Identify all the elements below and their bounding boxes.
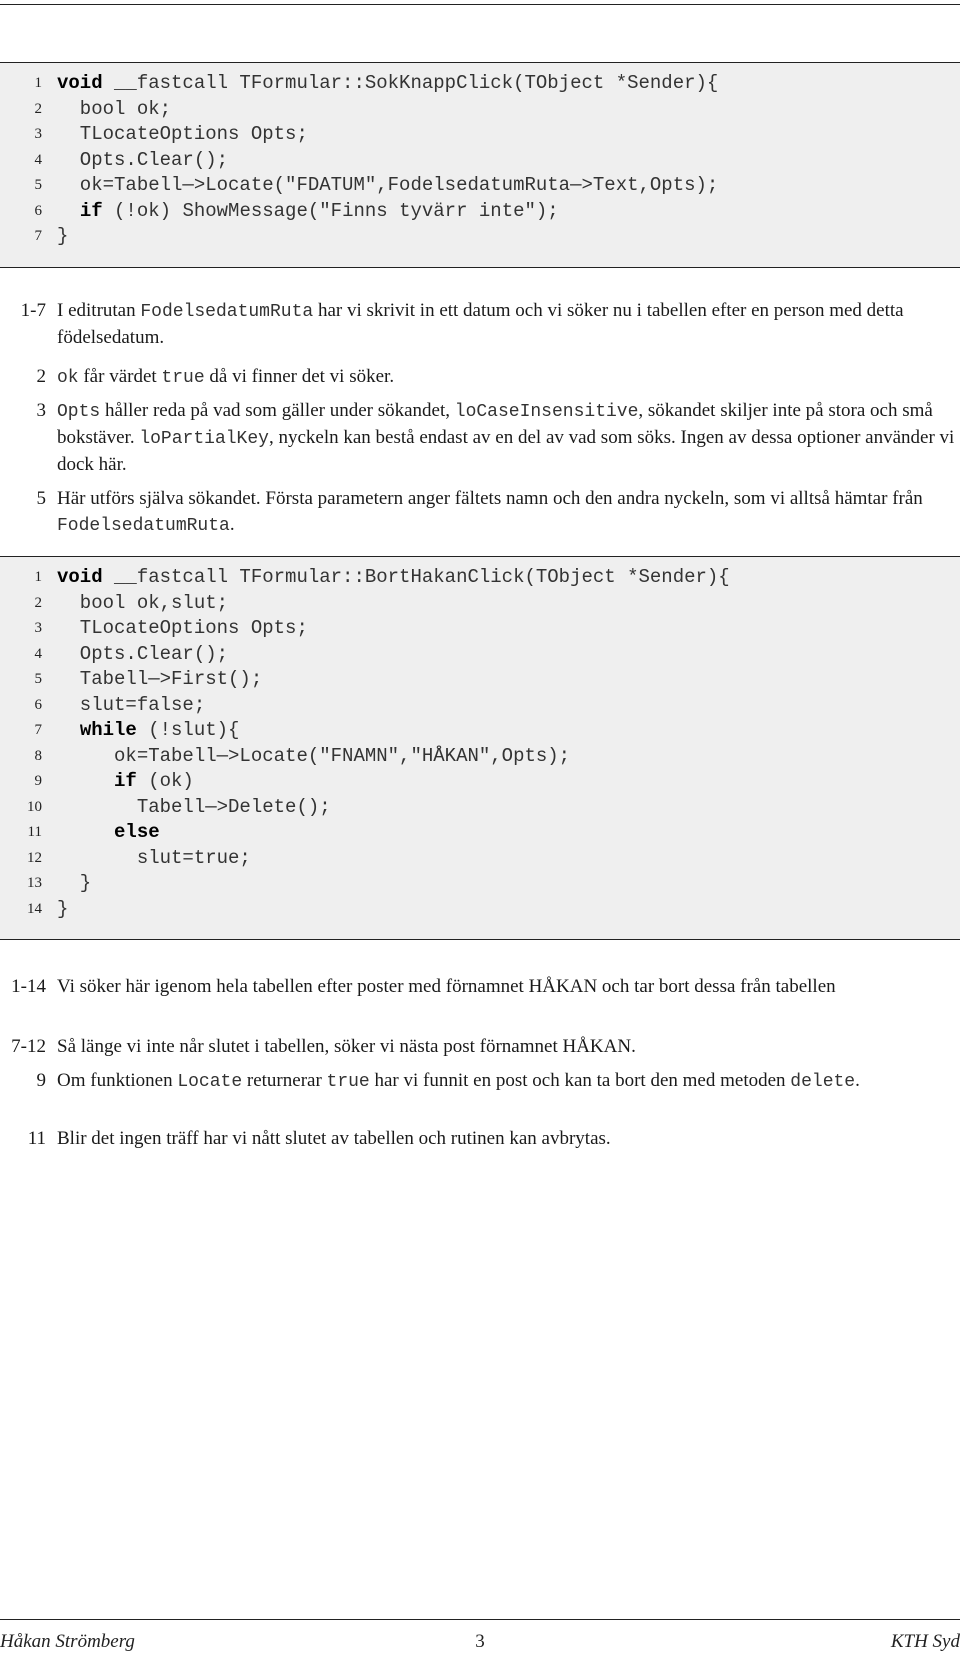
code-body: __fastcall TFormular::BortHakanClick(TObject *Sender){ (102, 566, 730, 588)
code-indent (57, 770, 114, 792)
note-line-ref: 1-14 (11, 976, 46, 997)
note-text (57, 298, 960, 351)
code-line (0, 743, 960, 769)
code-body: } (57, 897, 69, 920)
code-line (0, 768, 960, 794)
note-text (57, 486, 960, 539)
code-body: ok=Tabell—>Locate("FDATUM",FodelsedatumRuta—>Text,Opts); (57, 174, 719, 196)
note-text-run: har vi skrivit in ett datum och vi söker nu i tabellen efter en person med detta födelsedatum. (57, 300, 904, 348)
code-line (0, 819, 960, 845)
line-number: 6 (34, 202, 42, 219)
code-text (57, 717, 239, 743)
line-number: 1 (34, 75, 42, 91)
inline-code: ok (57, 368, 79, 388)
inline-code: true (326, 1072, 370, 1092)
page-number: 3 (475, 1631, 485, 1652)
line-number: 2 (34, 594, 42, 611)
note-line-ref: 7-12 (11, 1036, 46, 1057)
inline-code: loCaseInsensitive (454, 402, 639, 422)
code-line (0, 615, 960, 641)
inline-code: FodelsedatumRuta (57, 516, 230, 536)
code-text (57, 845, 251, 871)
note-line-ref: 1-7 (20, 300, 46, 321)
code-line (0, 172, 960, 198)
note-text-run: då vi finner det vi söker. (204, 366, 395, 387)
note-text-run: , nyckeln kan bestå endast av en del av vad som söks. Ingen av dessa optioner använder vi dock här. (57, 427, 955, 475)
note-text (57, 974, 960, 1000)
code-body: } (57, 225, 69, 247)
code-line (0, 717, 960, 743)
inline-code: Opts (57, 402, 101, 422)
code-keyword: void (57, 566, 103, 588)
code-text (57, 819, 160, 845)
code-line (0, 96, 960, 122)
note-text-run: . (229, 514, 235, 535)
code-indent (57, 200, 80, 222)
note-item (0, 1068, 960, 1120)
code-line (0, 223, 960, 249)
code-line (0, 641, 960, 667)
line-number: 7 (34, 722, 42, 738)
note-text-run: Om funktionen (57, 1070, 178, 1091)
line-number: 14 (27, 900, 42, 917)
note-text (57, 1068, 960, 1095)
code-body: slut=true; (57, 846, 251, 869)
note-text-run: Blir det ingen träff har vi nått slutet av tabellen och rutinen kan avbrytas. (57, 1128, 611, 1149)
footer-author: Håkan Strömberg (0, 1631, 135, 1652)
code-body: (ok) (136, 770, 194, 792)
footer-organization: KTH Syd (890, 1631, 960, 1652)
line-number: 10 (27, 798, 42, 815)
note-item (0, 298, 960, 350)
code-text (57, 70, 718, 96)
code-keyword: if (114, 770, 137, 792)
code-body: bool ok; (57, 97, 172, 120)
code-text (57, 172, 718, 198)
code-line (0, 870, 960, 896)
code-text (57, 147, 228, 173)
code-line (0, 70, 960, 96)
note-text-run: returnerar (242, 1070, 327, 1091)
note-line-ref: 2 (36, 366, 46, 387)
inline-code: FodelsedatumRuta (140, 302, 314, 322)
inline-code: loPartialKey (139, 429, 269, 449)
code-line (0, 121, 960, 147)
code-text (57, 198, 559, 224)
code-body: TLocateOptions Opts; (57, 123, 308, 145)
code-line (0, 896, 960, 922)
inline-code: delete (790, 1072, 856, 1092)
code-listing-bort-hakan (0, 556, 960, 940)
code-line (0, 147, 960, 173)
note-item (0, 1126, 960, 1152)
code-line (0, 845, 960, 871)
line-number: 6 (34, 696, 42, 713)
top-rule (0, 4, 960, 5)
code-body: } (57, 872, 92, 894)
code-text (57, 641, 228, 667)
code-text (57, 590, 228, 616)
line-number: 7 (34, 228, 42, 244)
line-number: 5 (34, 671, 42, 687)
code-text (57, 96, 171, 122)
code-listing-sok-knapp (0, 62, 960, 268)
code-body: Tabell—>First(); (57, 668, 263, 690)
code-indent (57, 719, 80, 741)
code-text (57, 768, 194, 794)
code-body: ok=Tabell—>Locate("FNAMN","HÅKAN",Opts); (57, 744, 571, 767)
note-line-ref: 3 (36, 400, 46, 421)
line-number: 3 (34, 126, 42, 142)
note-text-run: har vi funnit en post och kan ta bort den med metoden (369, 1070, 791, 1091)
note-line-ref: 9 (36, 1070, 46, 1091)
code-text (57, 666, 262, 692)
line-number: 1 (34, 569, 42, 585)
note-item (0, 364, 960, 390)
line-number: 11 (27, 824, 42, 840)
line-number: 3 (34, 620, 42, 636)
code-text (57, 896, 68, 922)
line-number: 5 (34, 177, 42, 193)
code-text (57, 743, 570, 769)
code-body: (!slut){ (136, 719, 240, 741)
code-line (0, 564, 960, 590)
note-text-run: Här utförs själva sökandet. Första parametern anger fältets namn och den andra nyckeln, som vi alltså hämtar från (57, 488, 923, 509)
inline-code: true (161, 368, 205, 388)
code-text (57, 121, 308, 147)
note-item (0, 1034, 960, 1060)
code-line (0, 692, 960, 718)
code-line (0, 198, 960, 224)
note-text-run: . (855, 1070, 860, 1091)
note-text-run: Vi söker här igenom hela tabellen efter poster med förnamnet HÅKAN och tar bort dessa från tabellen (57, 976, 836, 997)
code-text (57, 692, 205, 718)
line-number: 4 (34, 645, 42, 662)
code-body: Opts.Clear(); (57, 148, 229, 171)
line-number: 2 (34, 100, 42, 117)
note-text-run: får värdet (78, 366, 162, 387)
code-text (57, 870, 91, 896)
code-body: bool ok,slut; (57, 591, 229, 614)
code-body: slut=false; (57, 693, 206, 716)
line-number: 4 (34, 151, 42, 168)
note-line-ref: 5 (36, 488, 46, 509)
note-item (0, 486, 960, 538)
note-text-run: I editrutan (57, 300, 141, 321)
line-number: 12 (27, 849, 42, 866)
code-text (57, 223, 68, 249)
note-text (57, 364, 960, 391)
code-line (0, 666, 960, 692)
note-text-run: håller reda på vad som gäller under sökandet, (100, 400, 455, 421)
note-text (57, 1034, 960, 1060)
code-keyword: else (114, 821, 160, 843)
inline-code: Locate (177, 1072, 243, 1092)
code-body: Opts.Clear(); (57, 642, 229, 665)
code-text (57, 615, 308, 641)
code-body: Tabell—>Delete(); (57, 795, 331, 818)
line-number: 13 (27, 875, 42, 891)
note-text (57, 398, 960, 478)
line-number: 9 (34, 773, 42, 789)
code-line (0, 794, 960, 820)
code-body: TLocateOptions Opts; (57, 617, 308, 639)
code-body: (!ok) ShowMessage("Finns tyvärr inte"); (102, 199, 559, 222)
note-item (0, 974, 960, 1026)
line-number: 8 (34, 747, 42, 764)
footer-rule (0, 1619, 960, 1620)
note-line-ref: 11 (27, 1128, 46, 1149)
note-text-run: Så länge vi inte når slutet i tabellen, söker vi nästa post förnamnet HÅKAN. (57, 1036, 636, 1057)
note-text (57, 1126, 960, 1152)
code-text (57, 564, 730, 590)
page-footer (0, 1630, 960, 1654)
code-text (57, 794, 331, 820)
code-indent (57, 821, 114, 843)
code-keyword: void (57, 72, 103, 94)
note-text-run: , sökandet skiljer inte på stora och små bokstäver. (57, 400, 933, 448)
code-keyword: while (79, 719, 137, 741)
code-keyword: if (79, 199, 103, 222)
code-body: __fastcall TFormular::SokKnappClick(TObject *Sender){ (102, 72, 719, 94)
code-line (0, 590, 960, 616)
note-item (0, 398, 960, 476)
